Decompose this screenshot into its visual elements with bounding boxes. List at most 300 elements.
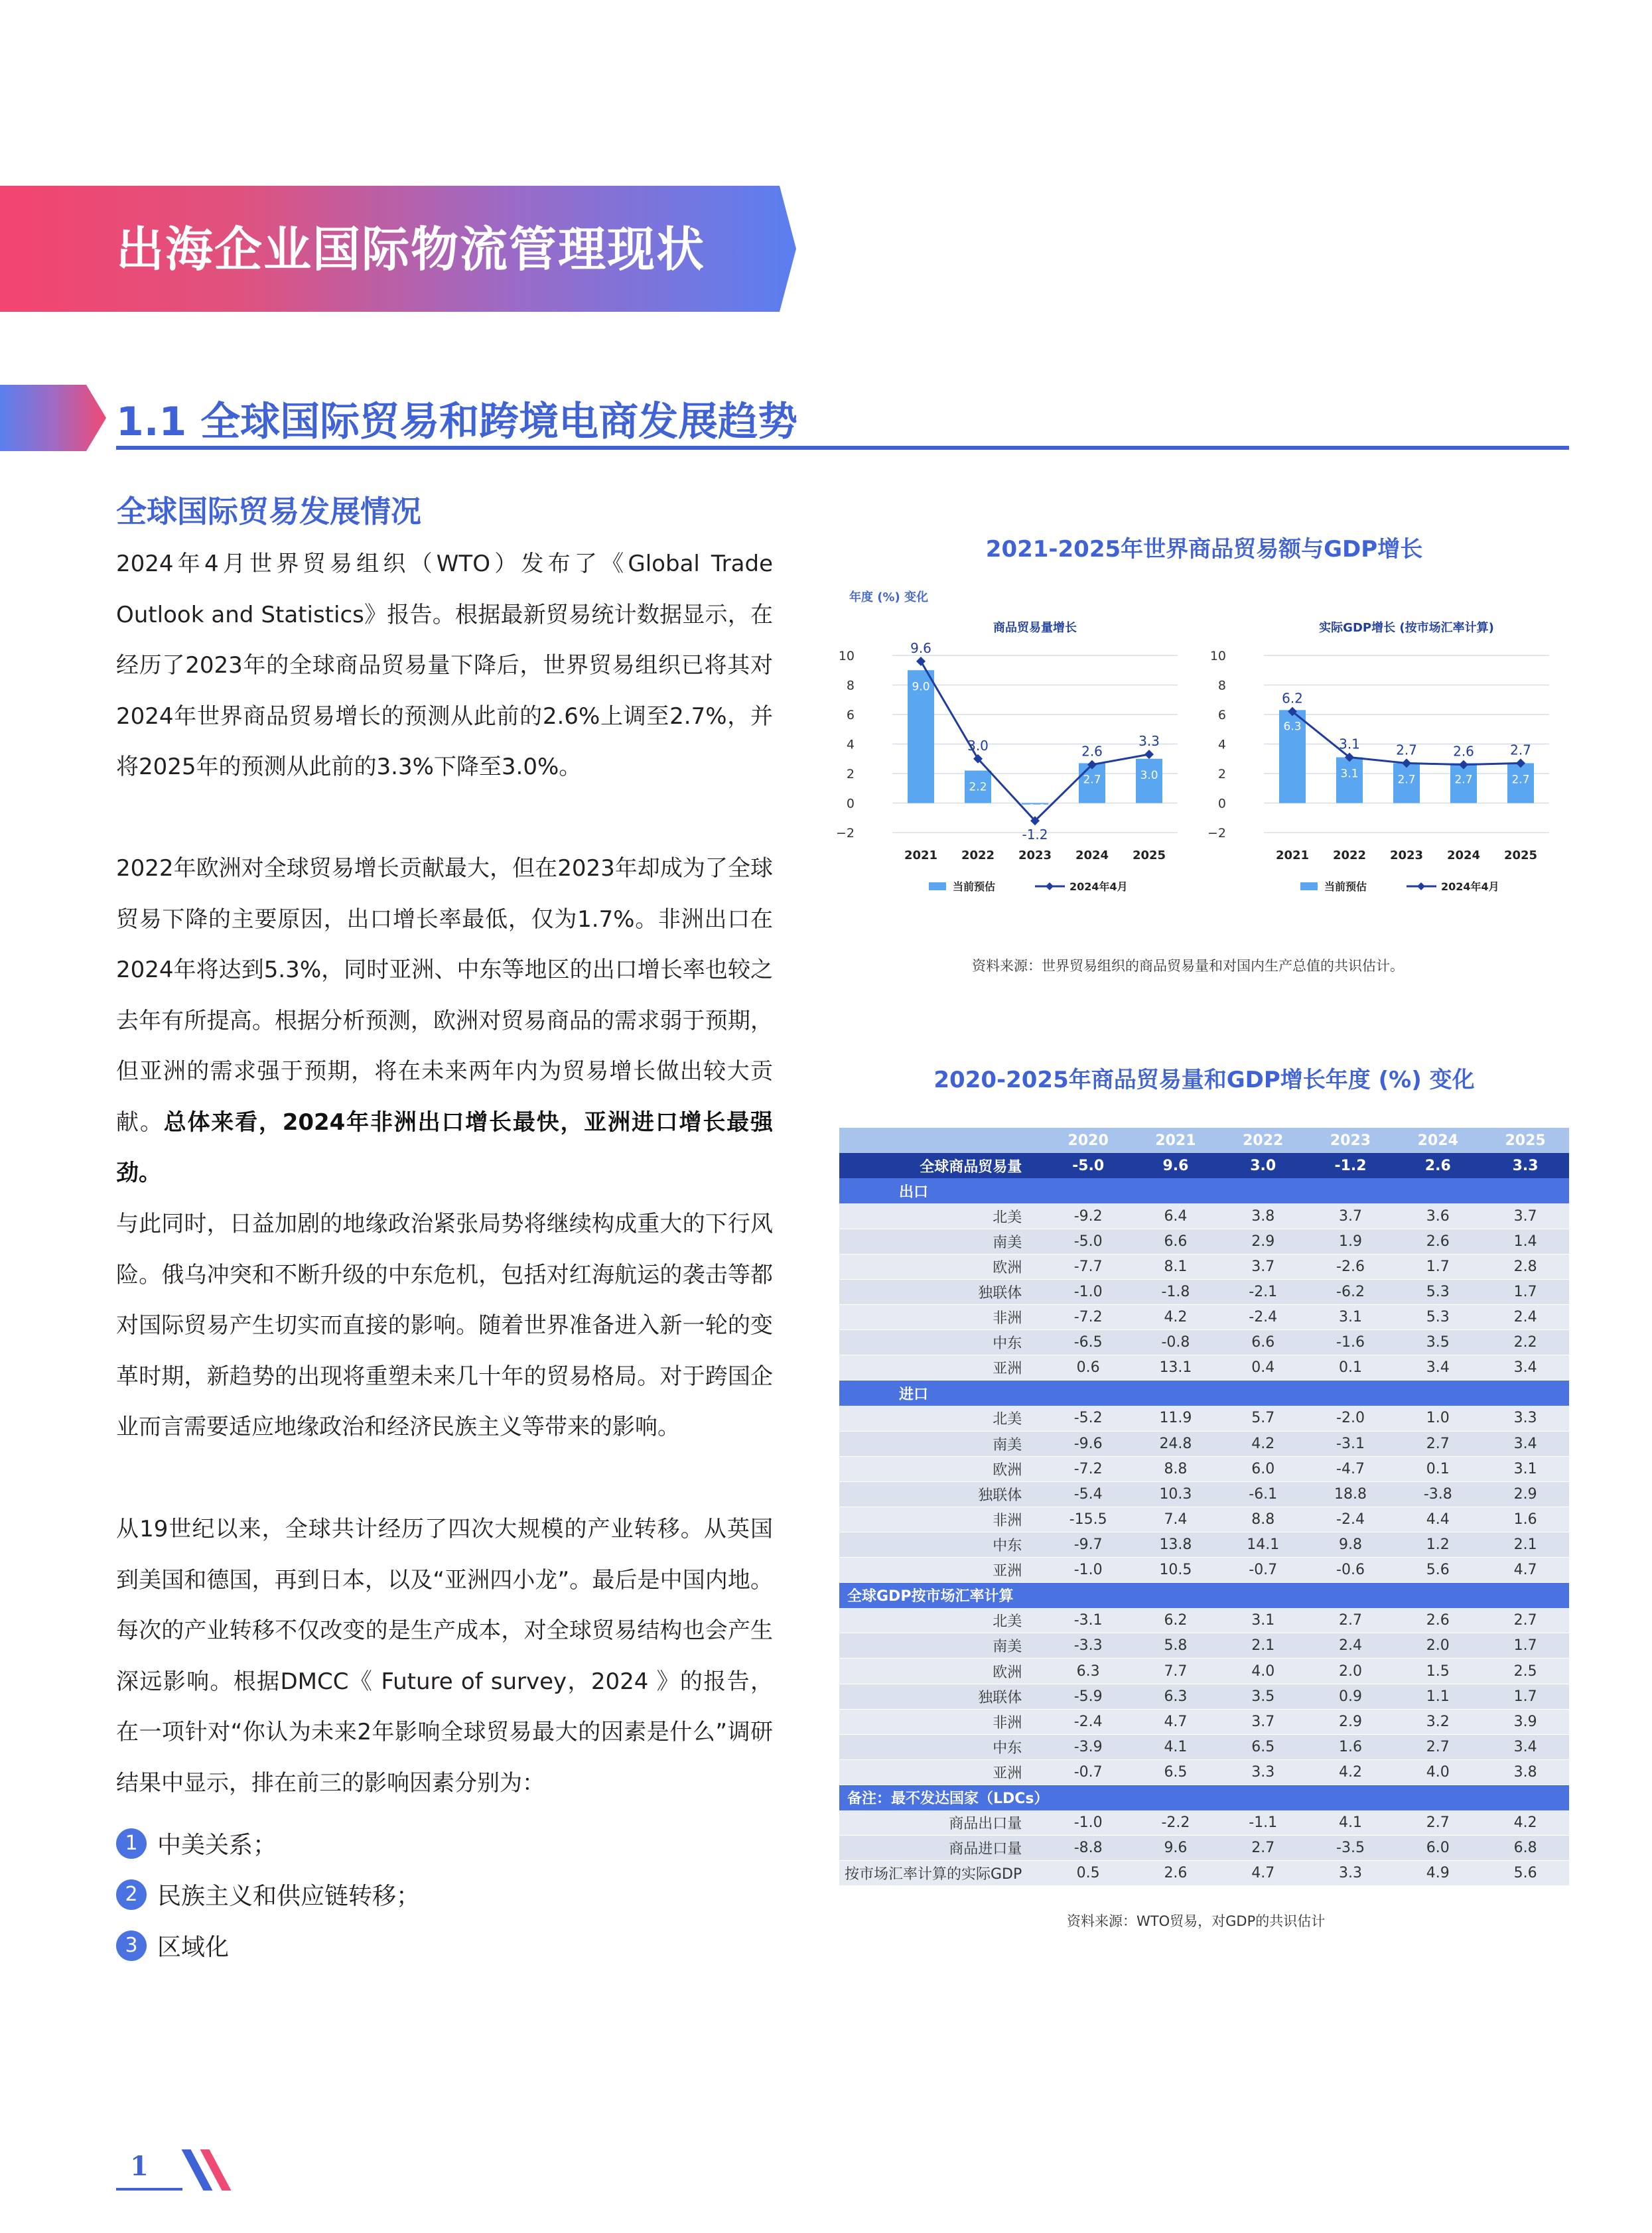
table-cell: 1.7	[1481, 1684, 1569, 1709]
table-cell: -5.9	[1044, 1684, 1132, 1709]
table-total-row	[839, 1153, 1569, 1178]
table-row	[839, 1254, 1569, 1279]
table-cell: 3.1	[1219, 1608, 1307, 1633]
bar-value-label: 2.7	[1083, 773, 1101, 787]
table-cell: -3.5	[1307, 1836, 1395, 1861]
table-row	[839, 1305, 1569, 1330]
table-cell: 6.6	[1132, 1229, 1219, 1254]
table-row-label: 北美	[839, 1608, 1044, 1633]
table-row	[839, 1734, 1569, 1759]
table-group-label: 全球GDP按市场汇率计算	[839, 1583, 1569, 1608]
table-cell: 2.6	[1394, 1229, 1481, 1254]
table-cell: 13.1	[1132, 1355, 1219, 1381]
table-row-label: 南美	[839, 1229, 1044, 1254]
table-row-label: 全球商品贸易量	[839, 1153, 1044, 1178]
section-divider	[116, 446, 1569, 450]
table-row-label: 中东	[839, 1734, 1044, 1759]
table-row-label: 非洲	[839, 1507, 1044, 1532]
table-cell: 10.5	[1132, 1558, 1219, 1583]
table-cell: -9.6	[1044, 1431, 1132, 1456]
table-cell: 1.0	[1394, 1406, 1481, 1431]
table-row	[839, 1456, 1569, 1481]
table-cell: 3.5	[1219, 1684, 1307, 1709]
table-cell: 6.3	[1132, 1684, 1219, 1709]
bar-value-label: 2.7	[1511, 773, 1530, 787]
y-tick-label: 2	[1217, 767, 1226, 781]
y-axis-label: 年度 (%) 变化	[849, 590, 929, 604]
table-group-label: 出口	[839, 1178, 1569, 1203]
table-cell: 9.6	[1132, 1153, 1219, 1178]
table-row-label: 北美	[839, 1406, 1044, 1431]
table-cell: 5.6	[1481, 1861, 1569, 1886]
table-row-label: 欧洲	[839, 1456, 1044, 1481]
table-group-row	[839, 1178, 1569, 1203]
table-cell: -0.8	[1132, 1330, 1219, 1355]
paragraph-2-bold: 总体来看，2024年非洲出口增长最快，亚洲进口增长最强劲。	[116, 1109, 773, 1186]
table-cell: -4.7	[1307, 1456, 1395, 1481]
table-cell: 2.2	[1481, 1330, 1569, 1355]
table-row	[839, 1355, 1569, 1381]
banner-title: 出海企业国际物流管理现状	[116, 222, 706, 277]
table-cell: -2.1	[1219, 1280, 1307, 1305]
growth-table	[839, 1128, 1569, 1886]
table-cell: 3.3	[1481, 1406, 1569, 1431]
table-cell: 3.4	[1481, 1431, 1569, 1456]
x-tick-label: 2021	[1275, 848, 1310, 862]
table-header-year: 2020	[1044, 1128, 1132, 1153]
table-cell: 1.4	[1481, 1229, 1569, 1254]
table-cell: -5.0	[1044, 1153, 1132, 1178]
table-cell: -2.6	[1307, 1254, 1395, 1279]
table-cell: 2.7	[1219, 1836, 1307, 1861]
number-badge: 3	[116, 1930, 147, 1961]
table-cell: 3.9	[1481, 1709, 1569, 1734]
table-header-year: 2022	[1219, 1128, 1307, 1153]
table-cell: -3.8	[1394, 1481, 1481, 1507]
table-cell: -1.1	[1219, 1810, 1307, 1836]
table-cell: 18.8	[1307, 1481, 1395, 1507]
table-cell: 3.4	[1481, 1734, 1569, 1759]
line-value-label: 3.3	[1138, 733, 1160, 750]
table-cell: 2.7	[1394, 1810, 1481, 1836]
table-cell: -7.7	[1044, 1254, 1132, 1279]
table-cell: 9.8	[1307, 1532, 1395, 1558]
table-cell: 2.7	[1307, 1608, 1395, 1633]
table-cell: 4.7	[1132, 1709, 1219, 1734]
table-cell: 8.1	[1132, 1254, 1219, 1279]
table-cell: 4.2	[1481, 1810, 1569, 1836]
table-cell: 2.7	[1394, 1431, 1481, 1456]
table-row	[839, 1861, 1569, 1886]
table-cell: 2.9	[1219, 1229, 1307, 1254]
table-cell: 5.3	[1394, 1280, 1481, 1305]
table-cell: 4.4	[1394, 1507, 1481, 1532]
x-tick-label: 2023	[1018, 848, 1052, 862]
table-row-label: 中东	[839, 1330, 1044, 1355]
table-cell: 2.6	[1394, 1153, 1481, 1178]
y-tick-label: 10	[838, 649, 855, 663]
table-cell: 4.1	[1307, 1810, 1395, 1836]
x-tick-label: 2023	[1389, 848, 1424, 862]
table-cell: 3.3	[1307, 1861, 1395, 1886]
line-value-label: 3.0	[967, 737, 989, 754]
table-cell: -6.2	[1307, 1280, 1395, 1305]
y-tick-label: 6	[846, 708, 855, 722]
legend-label: 当前预估	[1324, 880, 1367, 893]
table-cell: 2.4	[1481, 1305, 1569, 1330]
table-cell: 4.1	[1132, 1734, 1219, 1759]
table-row-label: 独联体	[839, 1684, 1044, 1709]
table-row	[839, 1406, 1569, 1431]
figure-1-title: 2021-2025年世界商品贸易额与GDP增长	[985, 536, 1423, 563]
y-tick-label: 4	[846, 737, 855, 752]
subheading: 全球国际贸易发展情况	[116, 494, 421, 529]
line-value-label: 2.7	[1396, 742, 1417, 758]
table-cell: -9.2	[1044, 1203, 1132, 1229]
table-cell: 6.5	[1132, 1759, 1219, 1785]
table-cell: 2.6	[1394, 1608, 1481, 1633]
table-cell: 3.2	[1394, 1709, 1481, 1734]
number-badge: 2	[116, 1879, 147, 1910]
table-cell: 2.1	[1219, 1633, 1307, 1658]
legend-marker	[1417, 882, 1425, 890]
table-cell: -1.6	[1307, 1330, 1395, 1355]
table-cell: 0.1	[1307, 1355, 1395, 1381]
table-cell: 9.6	[1132, 1836, 1219, 1861]
table-row	[839, 1709, 1569, 1734]
line-value-label: 2.6	[1081, 743, 1103, 760]
table-cell: -3.9	[1044, 1734, 1132, 1759]
table-cell: 2.1	[1481, 1532, 1569, 1558]
table-cell: -0.6	[1307, 1558, 1395, 1583]
table-cell: 4.0	[1219, 1658, 1307, 1684]
table-group-label: 备注：最不发达国家（LDCs）	[839, 1785, 1569, 1810]
list-item	[116, 1877, 420, 1911]
y-tick-label: −2	[1207, 826, 1226, 841]
paragraph-2-text: 2022年欧洲对全球贸易增长贡献最大，但在2023年却成为了全球贸易下降的主要原因，出口增长率最低，仅为1.7%。非洲出口在2024年将达到5.3%，同时亚洲、中东等地区的出口增长率也较之去年有所提高。根据分析预测，欧洲对贸易商品的需求弱于预期，但亚洲的需求强于预期，将在未来两年内为贸易增长做出较大贡献。	[116, 855, 773, 1136]
table-cell: 11.9	[1132, 1406, 1219, 1431]
table-cell: 1.7	[1481, 1633, 1569, 1658]
table-cell: 8.8	[1219, 1507, 1307, 1532]
table-row	[839, 1431, 1569, 1456]
line-value-label: -1.2	[1022, 827, 1048, 843]
table-cell: -2.2	[1132, 1810, 1219, 1836]
table-cell: -8.8	[1044, 1836, 1132, 1861]
line-value-label: 3.1	[1339, 736, 1360, 752]
table-cell: -1.0	[1044, 1810, 1132, 1836]
table-row-label: 商品出口量	[839, 1810, 1044, 1836]
table-cell: -2.4	[1044, 1709, 1132, 1734]
table-row	[839, 1229, 1569, 1254]
table-cell: 3.3	[1219, 1759, 1307, 1785]
table-row-label: 亚洲	[839, 1759, 1044, 1785]
table-cell: 2.5	[1481, 1658, 1569, 1684]
bar-value-label: 3.1	[1340, 767, 1359, 781]
table-cell: 1.1	[1394, 1684, 1481, 1709]
table-cell: -2.0	[1307, 1406, 1395, 1431]
x-tick-label: 2025	[1503, 848, 1538, 862]
table-cell: 3.7	[1219, 1709, 1307, 1734]
table-cell: -15.5	[1044, 1507, 1132, 1532]
table-cell: 1.5	[1394, 1658, 1481, 1684]
figure-1-source: 资料来源：世界贸易组织的商品贸易量和对国内生产总值的共识估计。	[972, 958, 1404, 974]
table-group-row	[839, 1785, 1569, 1810]
table-header-year: 2025	[1481, 1128, 1569, 1153]
table-group-row	[839, 1381, 1569, 1406]
paragraph-4: 从19世纪以来，全球共计经历了四次大规模的产业转移。从英国到美国和德国，再到日本，以及“亚洲四小龙”。最后是中国内地。每次的产业转移不仅改变的是生产成本，对全球贸易结构也会产生深远影响。根据DMCC《 Future of survey，2024 》的报告，在一项针对“你认为未来2年影响全球贸易最大的因素是什么”调研结果中显示，排在前三的影响因素分别为：	[116, 1516, 773, 1796]
table-cell: 1.6	[1307, 1734, 1395, 1759]
table-row	[839, 1633, 1569, 1658]
trade-gdp-charts	[836, 577, 1572, 929]
legend-label: 当前预估	[953, 880, 996, 893]
table-cell: 2.4	[1307, 1633, 1395, 1658]
table-cell: 3.1	[1307, 1305, 1395, 1330]
table-header-blank	[839, 1128, 1044, 1153]
table-cell: 6.3	[1044, 1658, 1132, 1684]
list-item	[116, 1826, 277, 1860]
chart-title: 商品贸易量增长	[993, 621, 1077, 635]
table-cell: 2.0	[1394, 1633, 1481, 1658]
table-cell: 1.9	[1307, 1229, 1395, 1254]
table-row-label: 非洲	[839, 1305, 1044, 1330]
legend-label: 2024年4月	[1069, 880, 1128, 893]
table-row-label: 亚洲	[839, 1558, 1044, 1583]
legend-swatch-bar	[929, 882, 946, 890]
y-tick-label: 8	[846, 678, 855, 693]
table-cell: 3.7	[1481, 1203, 1569, 1229]
table-cell: 1.7	[1394, 1254, 1481, 1279]
table-group-label: 进口	[839, 1381, 1569, 1406]
table-cell: 3.7	[1219, 1254, 1307, 1279]
table-cell: 1.6	[1481, 1507, 1569, 1532]
list-item-text: 中美关系；	[157, 1832, 277, 1859]
y-tick-label: 10	[1209, 649, 1226, 663]
table-cell: 1.2	[1394, 1532, 1481, 1558]
table-cell: -1.2	[1307, 1153, 1395, 1178]
bar-value-label: 2.7	[1397, 773, 1416, 787]
line-value-label: 9.6	[910, 640, 931, 656]
number-badge: 1	[116, 1828, 147, 1859]
table-cell: 3.4	[1481, 1355, 1569, 1381]
table-cell: -7.2	[1044, 1456, 1132, 1481]
table-row-label: 商品进口量	[839, 1836, 1044, 1861]
table-row	[839, 1759, 1569, 1785]
table-cell: 6.2	[1132, 1608, 1219, 1633]
table-cell: 2.8	[1481, 1254, 1569, 1279]
table-cell: -5.4	[1044, 1481, 1132, 1507]
table-row	[839, 1810, 1569, 1836]
table-cell: 2.9	[1307, 1709, 1395, 1734]
list-item-text: 区域化	[157, 1934, 230, 1961]
table-row	[839, 1330, 1569, 1355]
bar-value-label: 2.2	[969, 780, 987, 794]
chart-title: 实际GDP增长 (按市场汇率计算)	[1319, 621, 1494, 635]
table-cell: 0.5	[1044, 1861, 1132, 1886]
table-cell: -3.3	[1044, 1633, 1132, 1658]
table-cell: 6.8	[1481, 1836, 1569, 1861]
list-item-text: 民族主义和供应链转移；	[157, 1883, 421, 1910]
table-cell: 4.7	[1219, 1861, 1307, 1886]
line-point	[1144, 750, 1154, 759]
table-row-label: 欧洲	[839, 1658, 1044, 1684]
table-cell: 3.5	[1394, 1330, 1481, 1355]
table-row	[839, 1836, 1569, 1861]
table-cell: 4.0	[1394, 1759, 1481, 1785]
list-item	[116, 1928, 229, 1962]
table-cell: 5.3	[1394, 1305, 1481, 1330]
table-cell: 0.9	[1307, 1684, 1395, 1709]
table-cell: 3.0	[1219, 1153, 1307, 1178]
table-cell: -5.0	[1044, 1229, 1132, 1254]
page-number-underline	[116, 2188, 182, 2191]
table-row-label: 中东	[839, 1532, 1044, 1558]
line-value-label: 6.2	[1282, 690, 1303, 707]
legend-swatch-bar	[1300, 882, 1318, 890]
table-cell: -3.1	[1044, 1608, 1132, 1633]
table-cell: 0.1	[1394, 1456, 1481, 1481]
table-row-label: 南美	[839, 1431, 1044, 1456]
table-header-year: 2021	[1132, 1128, 1219, 1153]
table-cell: -2.4	[1307, 1507, 1395, 1532]
table-cell: 4.7	[1481, 1558, 1569, 1583]
table-cell: 4.2	[1132, 1305, 1219, 1330]
y-tick-label: 4	[1217, 737, 1226, 752]
paragraph-2	[116, 843, 773, 1199]
table-row	[839, 1558, 1569, 1583]
bar-value-label: 6.3	[1283, 720, 1302, 734]
table-cell: 4.2	[1219, 1431, 1307, 1456]
table-row	[839, 1684, 1569, 1709]
x-tick-label: 2022	[961, 848, 995, 862]
paragraph-1: 2024年4月世界贸易组织（WTO）发布了《Global Trade Outlook and Statistics》报告。根据最新贸易统计数据显示，在经历了2023年的全球商品贸易量下降后，世界贸易组织已将其对2024年世界商品贸易增长的预测从此前的2.6%上调至2.7%，并将2025年的预测从此前的3.3%下降至3.0%。	[116, 551, 773, 780]
bar-value-label: 9.0	[912, 680, 930, 694]
table-cell: 3.7	[1307, 1203, 1395, 1229]
section-title: 1.1 全球国际贸易和跨境电商发展趋势	[116, 399, 798, 445]
section-tab-decoration	[0, 385, 106, 451]
y-tick-label: 8	[1217, 678, 1226, 693]
legend-marker	[1046, 882, 1054, 890]
table-cell: -1.0	[1044, 1558, 1132, 1583]
table-cell: -5.2	[1044, 1406, 1132, 1431]
legend-label: 2024年4月	[1441, 880, 1499, 893]
table-cell: 6.5	[1219, 1734, 1307, 1759]
table-row-label: 按市场汇率计算的实际GDP	[839, 1861, 1044, 1886]
line-point	[916, 657, 926, 666]
table-cell: 3.1	[1481, 1456, 1569, 1481]
x-tick-label: 2025	[1132, 848, 1166, 862]
table-row-label: 亚洲	[839, 1355, 1044, 1381]
table-cell: 5.7	[1219, 1406, 1307, 1431]
table-cell: -7.2	[1044, 1305, 1132, 1330]
table-row	[839, 1203, 1569, 1229]
table-row-label: 欧洲	[839, 1254, 1044, 1279]
table-header-year: 2024	[1394, 1128, 1481, 1153]
table-cell: 24.8	[1132, 1431, 1219, 1456]
table-cell: 0.4	[1219, 1355, 1307, 1381]
table-cell: -9.7	[1044, 1532, 1132, 1558]
table-source: 资料来源：WTO贸易，对GDP的共识估计	[1067, 1913, 1326, 1929]
table-cell: 3.8	[1219, 1203, 1307, 1229]
table-row	[839, 1280, 1569, 1305]
table-row	[839, 1608, 1569, 1633]
table-cell: 6.0	[1219, 1456, 1307, 1481]
table-cell: -1.0	[1044, 1280, 1132, 1305]
table-cell: 3.6	[1394, 1203, 1481, 1229]
table-cell: -0.7	[1219, 1558, 1307, 1583]
table-row	[839, 1532, 1569, 1558]
table-cell: 2.6	[1132, 1861, 1219, 1886]
table-cell: 14.1	[1219, 1532, 1307, 1558]
table-title: 2020-2025年商品贸易量和GDP增长年度 (%) 变化	[933, 1067, 1475, 1093]
bar-value-label: -0.1	[1024, 802, 1046, 816]
paragraph-3: 与此同时，日益加剧的地缘政治紧张局势将继续构成重大的下行风险。俄乌冲突和不断升级的中东危机，包括对红海航运的袭击等都对国际贸易产生切实而直接的影响。随着世界准备进入新一轮的变革时期，新趋势的出现将重塑未来几十年的贸易格局。对于跨国企业而言需要适应地缘政治和经济民族主义等带来的影响。	[116, 1211, 773, 1440]
table-cell: 6.6	[1219, 1330, 1307, 1355]
table-row	[839, 1481, 1569, 1507]
x-tick-label: 2021	[904, 848, 938, 862]
table-cell: -6.5	[1044, 1330, 1132, 1355]
table-cell: 4.2	[1307, 1759, 1395, 1785]
table-cell: 2.0	[1307, 1658, 1395, 1684]
table-cell: 5.6	[1394, 1558, 1481, 1583]
y-tick-label: −2	[836, 826, 855, 841]
table-cell: 0.6	[1044, 1355, 1132, 1381]
x-tick-label: 2024	[1075, 848, 1109, 862]
page-number: 1	[130, 2151, 149, 2182]
table-cell: 3.8	[1481, 1759, 1569, 1785]
table-cell: 1.7	[1481, 1280, 1569, 1305]
table-row-label: 独联体	[839, 1280, 1044, 1305]
table-cell: 3.3	[1481, 1153, 1569, 1178]
table-cell: 10.3	[1132, 1481, 1219, 1507]
line-value-label: 2.6	[1453, 743, 1474, 760]
table-row-label: 北美	[839, 1203, 1044, 1229]
y-tick-label: 0	[1217, 796, 1226, 811]
table-cell: 6.0	[1394, 1836, 1481, 1861]
table-group-row	[839, 1583, 1569, 1608]
table-cell: 4.9	[1394, 1861, 1481, 1886]
y-tick-label: 0	[846, 796, 855, 811]
table-cell: 2.9	[1481, 1481, 1569, 1507]
y-tick-label: 2	[846, 767, 855, 781]
line-value-label: 2.7	[1510, 742, 1531, 758]
x-tick-label: 2024	[1446, 848, 1481, 862]
table-cell: -1.8	[1132, 1280, 1219, 1305]
table-row-label: 独联体	[839, 1481, 1044, 1507]
bar-value-label: 2.7	[1454, 773, 1473, 787]
table-row	[839, 1658, 1569, 1684]
table-row-label: 南美	[839, 1633, 1044, 1658]
y-tick-label: 6	[1217, 708, 1226, 722]
bar-value-label: 3.0	[1140, 768, 1158, 782]
table-cell: 13.8	[1132, 1532, 1219, 1558]
table-cell: 7.7	[1132, 1658, 1219, 1684]
table-cell: 6.4	[1132, 1203, 1219, 1229]
table-cell: -0.7	[1044, 1759, 1132, 1785]
table-header-row	[839, 1128, 1569, 1153]
table-cell: 2.7	[1394, 1734, 1481, 1759]
table-cell: 2.7	[1481, 1608, 1569, 1633]
table-cell: 7.4	[1132, 1507, 1219, 1532]
table-row	[839, 1507, 1569, 1532]
x-tick-label: 2022	[1332, 848, 1367, 862]
table-cell: -6.1	[1219, 1481, 1307, 1507]
table-header-year: 2023	[1307, 1128, 1395, 1153]
table-cell: 3.4	[1394, 1355, 1481, 1381]
table-cell: 8.8	[1132, 1456, 1219, 1481]
table-cell: -3.1	[1307, 1431, 1395, 1456]
table-row-label: 非洲	[839, 1709, 1044, 1734]
table-cell: -2.4	[1219, 1305, 1307, 1330]
